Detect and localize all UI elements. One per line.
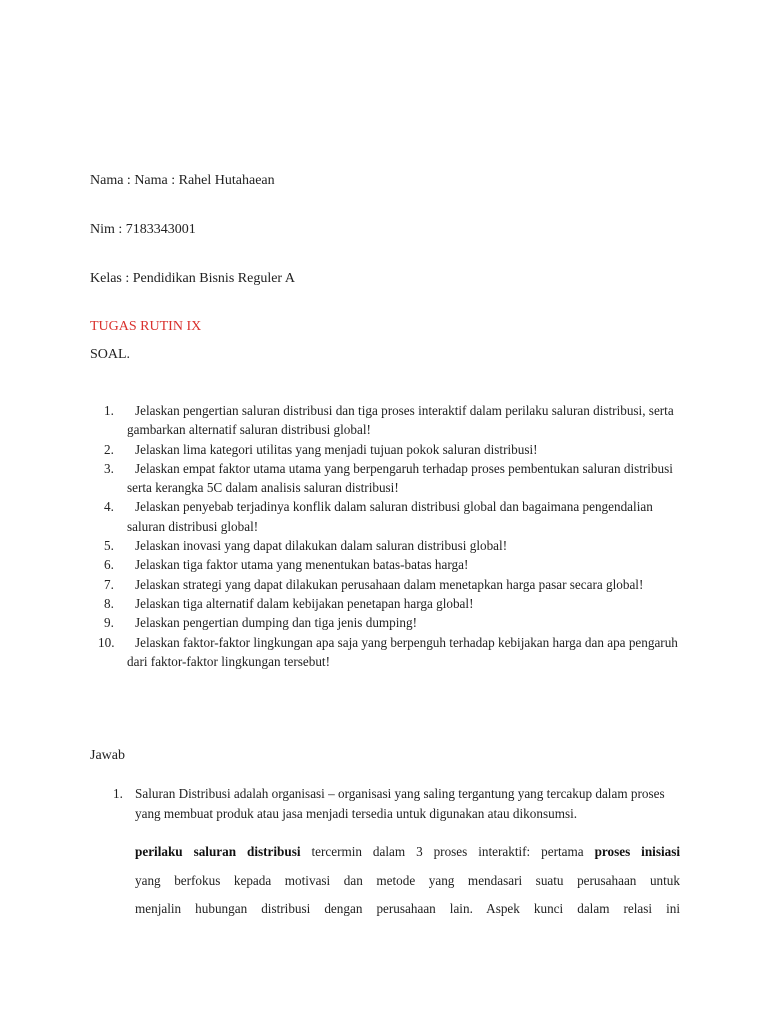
question-text: Jelaskan faktor-faktor lingkungan apa saja yang berpenguh terhadap kebijakan harga dan apa pengaruh dari faktor-faktor lingkungan tersebut! [127,634,678,669]
question-item [90,613,690,632]
question-text: Jelaskan inovasi yang dapat dilakukan dalam saluran distribusi global! [135,538,508,554]
answer-item [113,784,681,823]
question-text: Jelaskan tiga faktor utama yang menentukan batas-batas harga! [135,557,469,573]
answer-list [113,784,681,823]
question-item [90,536,690,555]
bold-term-proses-inisiasi: proses inisiasi [594,844,681,859]
soal-label: SOAL. [90,347,131,362]
question-item [90,497,690,536]
answer-text: Saluran Distribusi adalah organisasi – organisasi yang saling tergantung yang tercakup dalam proses yang membuat produk atau jasa menjadi tersedia untuk digunakan atau dikonsumsi. [135,786,665,821]
student-nim: Nim : 7183343001 [90,222,196,237]
question-number: 10. [98,634,115,650]
question-number: 3. [104,460,114,476]
question-item [90,575,690,594]
question-number: 1. [104,403,114,418]
question-text: Jelaskan lima kategori utilitas yang menjadi tujuan pokok saluran distribusi! [135,441,538,457]
answer-paragraph-line-3: menjalin hubungan distribusi dengan perusahaan lain. Aspek kunci dalam relasi ini [135,901,680,916]
question-text: Jelaskan pengertian dumping dan tiga jenis dumping! [135,615,418,631]
student-name: Nama : Nama : Rahel Hutahaean [90,173,275,188]
question-number: 8. [104,595,114,611]
question-item [90,633,690,672]
question-number: 5. [104,538,114,554]
question-item [90,440,690,459]
answer-paragraph-line-2: yang berfokus kepada motivasi dan metode yang mendasari suatu perusahaan untuk [135,872,680,888]
answer-number: 1. [113,786,123,801]
question-item [90,594,690,613]
question-text: Jelaskan pengertian saluran distribusi dan tiga proses interaktif dalam perilaku saluran distribusi, serta gambarkan alternatif saluran distribusi global! [127,403,674,438]
question-number: 2. [104,441,114,457]
question-text: Jelaskan empat faktor utama utama yang berpengaruh terhadap proses pembentukan saluran distribusi serta kerangka 5C dalam analisis saluran distribusi! [127,460,673,496]
question-number: 6. [104,557,114,573]
question-number: 7. [104,576,114,592]
question-list [90,401,690,671]
question-text: Jelaskan penyebab terjadinya konflik dalam saluran distribusi global dan bagaimana pengendalian saluran distribusi global! [127,499,653,534]
question-item [90,555,690,574]
question-text: Jelaskan strategi yang dapat dilakukan perusahaan dalam menetapkan harga pasar secara global! [135,576,644,592]
student-class: Kelas : Pendidikan Bisnis Reguler A [90,271,295,286]
question-item [90,459,690,498]
task-title: TUGAS RUTIN IX [90,319,202,334]
jawab-label: Jawab [90,748,125,763]
bold-term-perilaku: perilaku saluran distribusi [135,844,301,859]
question-number: 4. [104,499,114,515]
answer-paragraph-line-1 [135,838,680,867]
paragraph-mid-text: tercermin dalam 3 proses interaktif: pertama [300,844,595,859]
question-item [90,401,690,440]
question-text: Jelaskan tiga alternatif dalam kebijakan penetapan harga global! [135,595,474,611]
question-number: 9. [104,615,114,631]
answer-paragraph [135,838,680,924]
